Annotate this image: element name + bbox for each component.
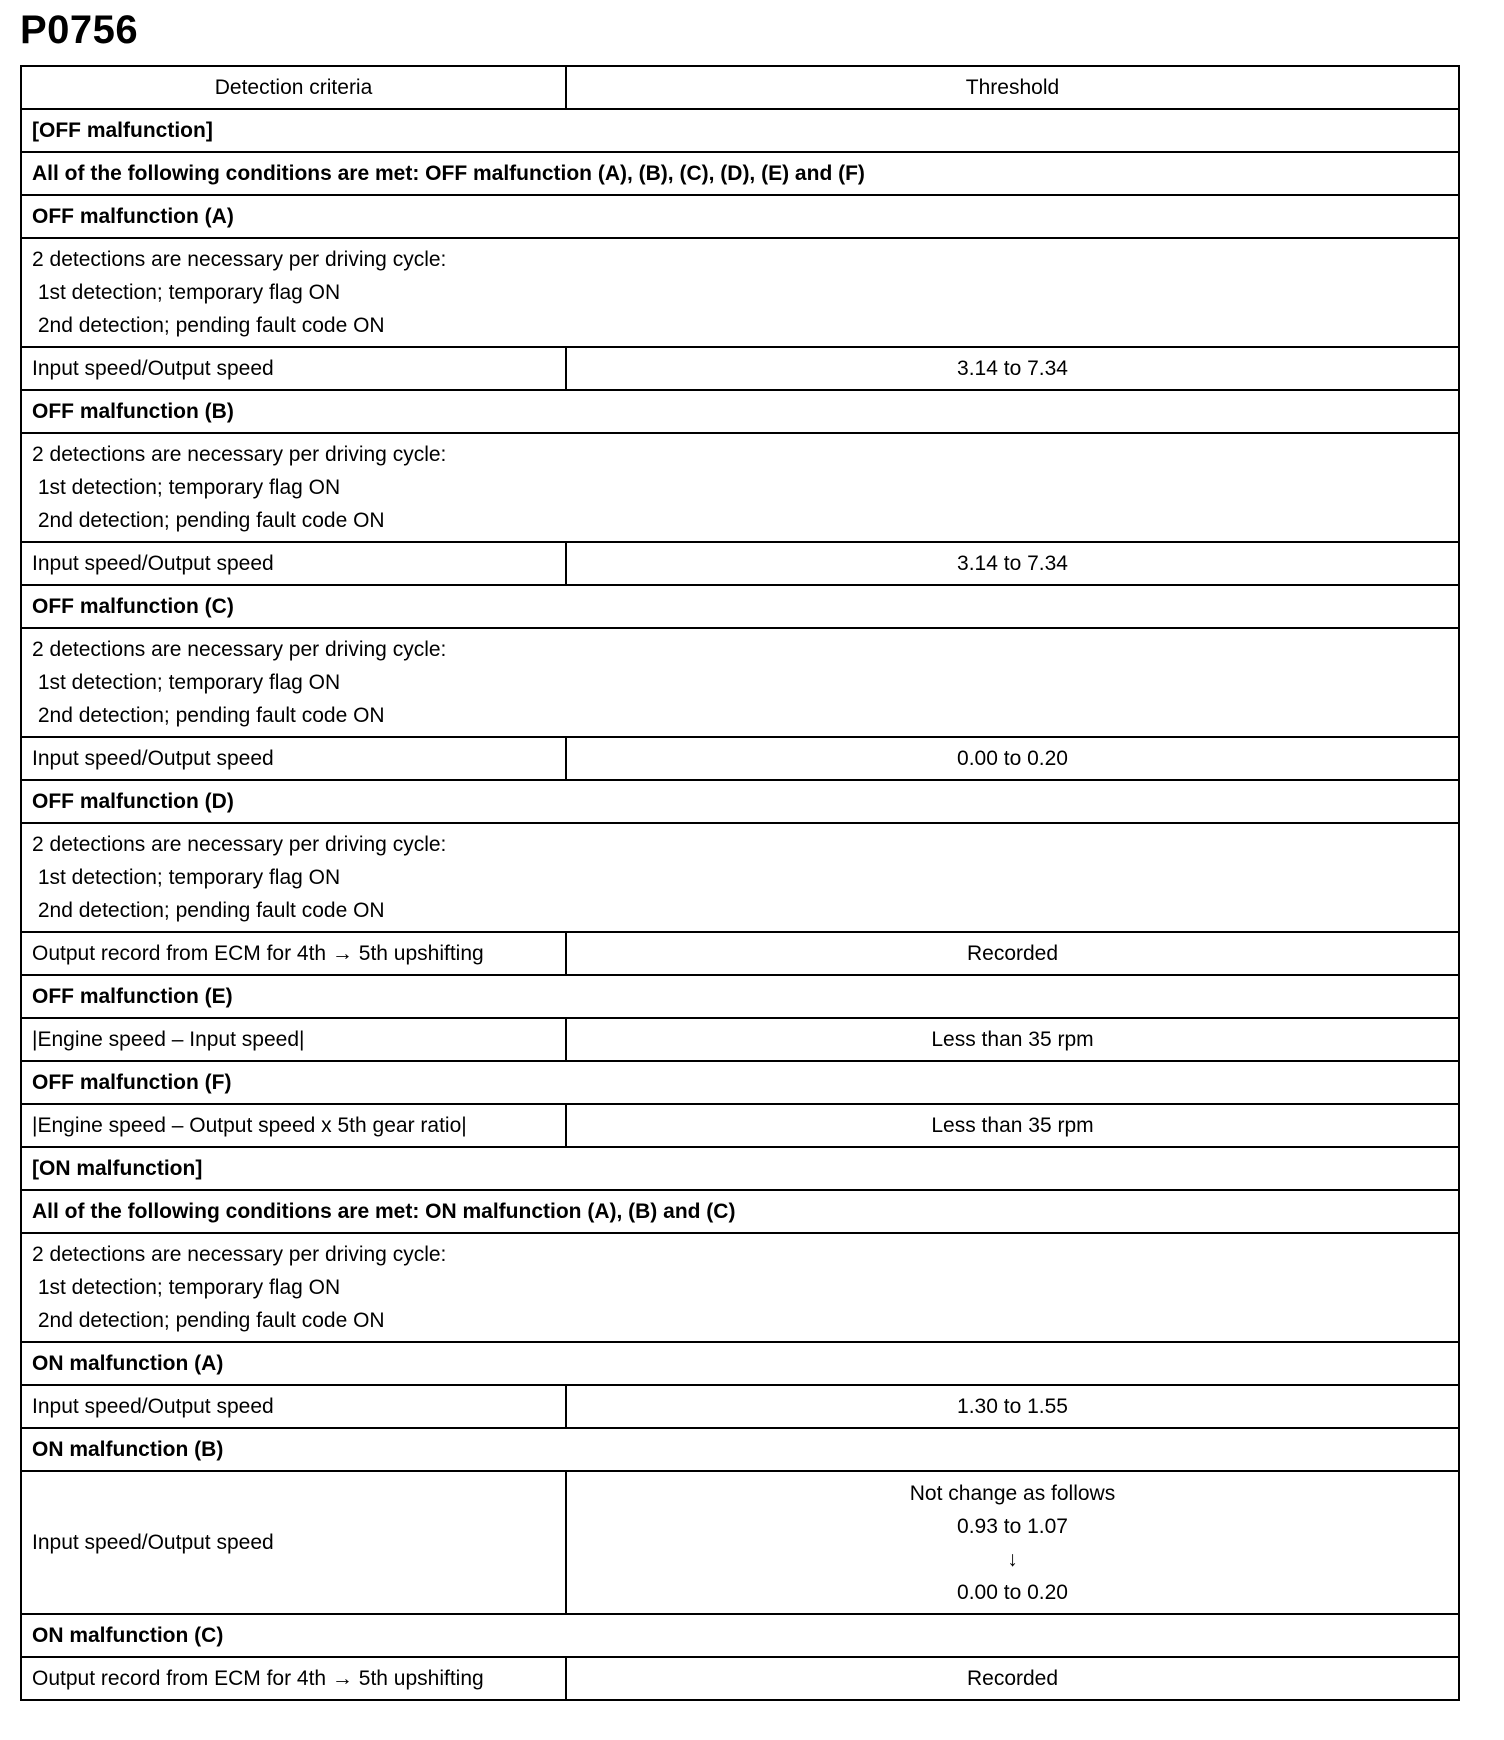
note-line: 1st detection; temporary flag ON	[32, 671, 341, 694]
detection-note	[21, 238, 1459, 347]
section-header: ON malfunction (C)	[21, 1614, 1459, 1657]
section-header-row	[21, 195, 1459, 238]
criteria-row	[21, 347, 1459, 390]
criteria-row	[21, 1385, 1459, 1428]
threshold-cell	[566, 542, 1459, 585]
criteria-cell: Input speed/Output speed	[21, 737, 566, 780]
section-header-row	[21, 1614, 1459, 1657]
note-line: 2nd detection; pending fault code ON	[32, 509, 385, 532]
section-header: ON malfunction (A)	[21, 1342, 1459, 1385]
section-header: [OFF malfunction]	[21, 109, 1459, 152]
threshold-cell	[566, 932, 1459, 975]
threshold-value: Recorded	[966, 942, 1059, 965]
threshold-cell	[566, 737, 1459, 780]
threshold-value: Not change as follows	[909, 1481, 1116, 1505]
detection-note-row	[21, 1233, 1459, 1342]
note-line: 2 detections are necessary per driving cycle:	[32, 248, 447, 271]
threshold-value: 1.30 to 1.55	[957, 1395, 1068, 1418]
threshold-cell	[566, 1657, 1459, 1700]
section-header: OFF malfunction (D)	[21, 780, 1459, 823]
note-line: 1st detection; temporary flag ON	[32, 866, 341, 889]
threshold-value: Less than 35 rpm	[931, 1028, 1094, 1051]
table-header-row	[21, 66, 1459, 109]
criteria-cell: Input speed/Output speed	[21, 542, 566, 585]
note-line: 2nd detection; pending fault code ON	[32, 704, 385, 727]
threshold-value: 3.14 to 7.34	[957, 552, 1068, 575]
page-title: P0756	[20, 8, 139, 52]
section-header-row	[21, 109, 1459, 152]
criteria-cell: Output record from ECM for 4th → 5th upshifting	[21, 1657, 566, 1700]
section-header: [ON malfunction]	[21, 1147, 1459, 1190]
detection-note-row	[21, 238, 1459, 347]
criteria-cell: |Engine speed – Input speed|	[21, 1018, 566, 1061]
threshold-value: 3.14 to 7.34	[957, 357, 1068, 380]
section-header: All of the following conditions are met: OFF malfunction (A), (B), (C), (D), (E) and (F)	[21, 152, 1459, 195]
criteria-row	[21, 1018, 1459, 1061]
detection-note	[21, 823, 1459, 932]
note-line: 2 detections are necessary per driving cycle:	[32, 833, 447, 856]
section-header-row	[21, 975, 1459, 1018]
note-line: 1st detection; temporary flag ON	[32, 476, 341, 499]
detection-note-row	[21, 823, 1459, 932]
threshold-cell	[566, 1018, 1459, 1061]
detection-criteria-table	[20, 65, 1460, 1701]
note-line: 1st detection; temporary flag ON	[32, 281, 341, 304]
criteria-row	[21, 542, 1459, 585]
section-header-row	[21, 780, 1459, 823]
criteria-row	[21, 1657, 1459, 1700]
threshold-value: 0.00 to 0.20	[957, 747, 1068, 770]
section-header: ON malfunction (B)	[21, 1428, 1459, 1471]
section-header: OFF malfunction (C)	[21, 585, 1459, 628]
criteria-cell: |Engine speed – Output speed x 5th gear ratio|	[21, 1104, 566, 1147]
note-line: 2 detections are necessary per driving cycle:	[32, 1243, 447, 1266]
threshold-cell	[566, 347, 1459, 390]
note-line: 2 detections are necessary per driving cycle:	[32, 443, 447, 466]
detection-note-row	[21, 628, 1459, 737]
section-header-row	[21, 1190, 1459, 1233]
section-header-row	[21, 1147, 1459, 1190]
section-header-row	[21, 1342, 1459, 1385]
section-header-row	[21, 1061, 1459, 1104]
section-header: All of the following conditions are met: ON malfunction (A), (B) and (C)	[21, 1190, 1459, 1233]
down-arrow-icon: ↓	[1007, 1547, 1018, 1571]
note-line: 2 detections are necessary per driving cycle:	[32, 638, 447, 661]
threshold-cell	[566, 1385, 1459, 1428]
section-header: OFF malfunction (B)	[21, 390, 1459, 433]
criteria-cell: Input speed/Output speed	[21, 1385, 566, 1428]
section-header-row	[21, 1428, 1459, 1471]
section-header: OFF malfunction (A)	[21, 195, 1459, 238]
criteria-row	[21, 737, 1459, 780]
note-line: 2nd detection; pending fault code ON	[32, 899, 385, 922]
threshold-cell	[566, 1104, 1459, 1147]
note-line: 1st detection; temporary flag ON	[32, 1276, 341, 1299]
threshold-value: Less than 35 rpm	[931, 1114, 1094, 1137]
detection-note	[21, 1233, 1459, 1342]
detection-note-row	[21, 433, 1459, 542]
section-header-row	[21, 390, 1459, 433]
criteria-row	[21, 932, 1459, 975]
note-line: 2nd detection; pending fault code ON	[32, 314, 385, 337]
detection-note	[21, 628, 1459, 737]
criteria-cell: Input speed/Output speed	[21, 347, 566, 390]
detection-note	[21, 433, 1459, 542]
criteria-row	[21, 1104, 1459, 1147]
threshold-value: Recorded	[966, 1667, 1059, 1690]
criteria-cell: Output record from ECM for 4th → 5th upshifting	[21, 932, 566, 975]
note-line: 2nd detection; pending fault code ON	[32, 1309, 385, 1332]
criteria-row	[21, 1471, 1459, 1614]
column-header-threshold: Threshold	[566, 66, 1459, 109]
section-header-row	[21, 152, 1459, 195]
section-header-row	[21, 585, 1459, 628]
threshold-value: 0.00 to 0.20	[957, 1580, 1068, 1604]
threshold-cell	[566, 1471, 1459, 1614]
section-header: OFF malfunction (F)	[21, 1061, 1459, 1104]
criteria-cell: Input speed/Output speed	[21, 1471, 566, 1614]
table-body	[21, 109, 1459, 1700]
column-header-detection-criteria: Detection criteria	[21, 66, 566, 109]
section-header: OFF malfunction (E)	[21, 975, 1459, 1018]
threshold-value: 0.93 to 1.07	[957, 1514, 1068, 1538]
